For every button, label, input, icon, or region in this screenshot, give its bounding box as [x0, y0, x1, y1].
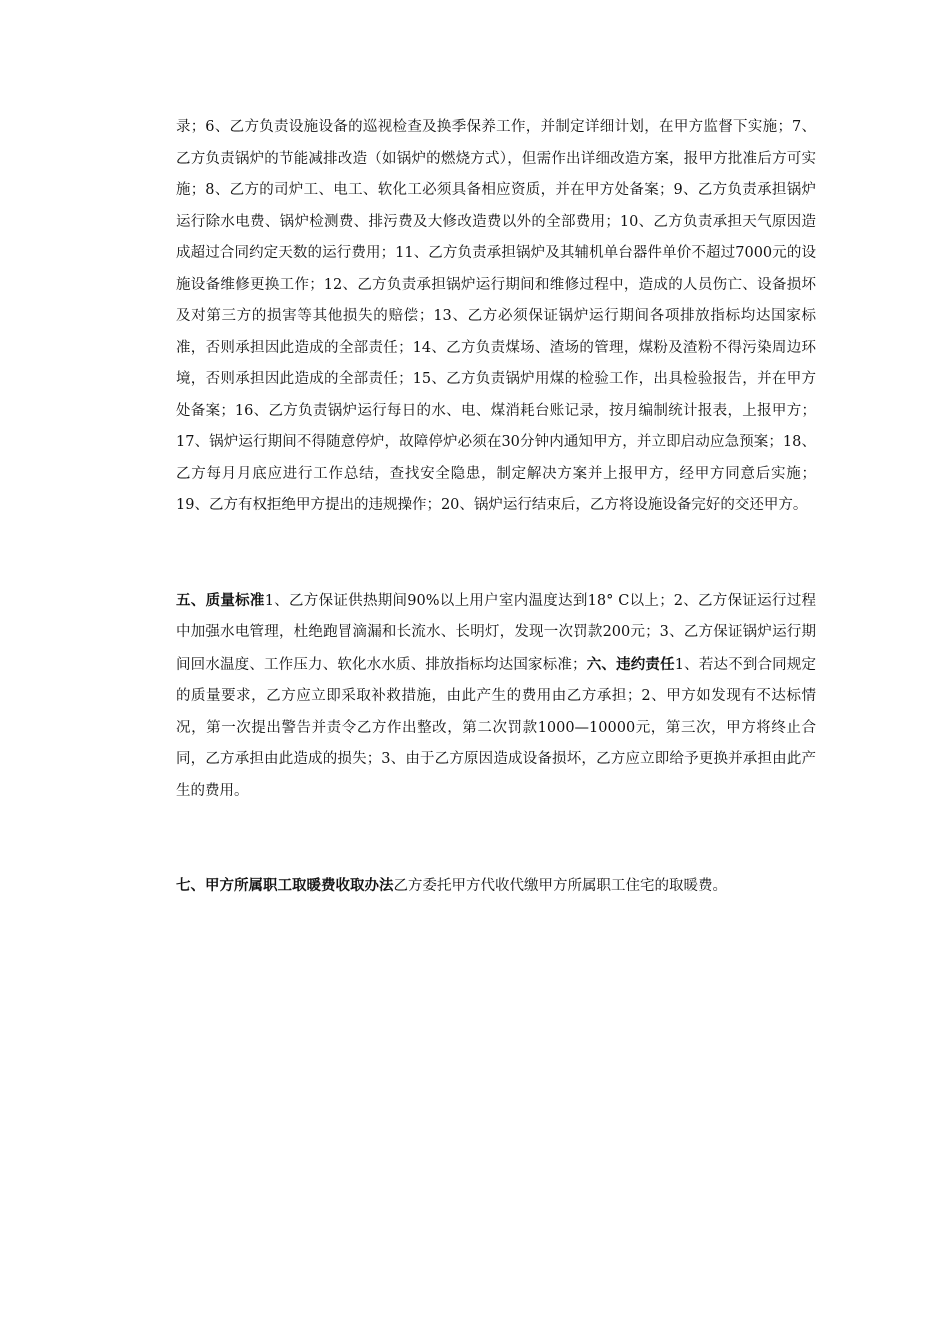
section-5-6-paragraph: [176, 585, 816, 808]
section-7-body: 乙方委托甲方代收代缴甲方所属职工住宅的取暖费。: [393, 878, 727, 894]
paragraph-spacer: [176, 522, 816, 585]
obligations-text: 录；6、乙方负责设施设备的巡视检查及换季保养工作，并制定详细计划，在甲方监督下实施；7、乙方负责锅炉的节能减排改造（如锅炉的燃烧方式），但需作出详细改造方案，报甲方批准后方可实施；8、乙方的司炉工、电工、软化工必须具备相应资质，并在甲方处备案；9、乙方负责承担锅炉运行除水电费、锅炉检测费、排污费及大修改造费以外的全部费用；10、乙方负责承担天气原因造成超过合同约定天数的运行费用；11、乙方负责承担锅炉及其辅机单台器件单价不超过7000元的设施设备维修更换工作；12、乙方负责承担锅炉运行期间和维修过程中，造成的人员伤亡、设备损坏及对第三方的损害等其他损失的赔偿；13、乙方必须保证锅炉运行期间各项排放指标均达国家标准，否则承担因此造成的全部责任；14、乙方负责煤场、渣场的管理，煤粉及渣粉不得污染周边环境，否则承担因此造成的全部责任；15、乙方负责锅炉用煤的检验工作，出具检验报告，并在甲方处备案；16、乙方负责锅炉运行每日的水、电、煤消耗台账记录，按月编制统计报表，上报甲方；17、锅炉运行期间不得随意停炉，故障停炉必须在30分钟内通知甲方，并立即启动应急预案；18、乙方每月月底应进行工作总结，查找安全隐患，制定解决方案并上报甲方，经甲方同意后实施；19、乙方有权拒绝甲方提出的违规操作；20、锅炉运行结束后，乙方将设施设备完好的交还甲方。: [176, 119, 816, 513]
section-6-heading: 六、违约责任: [586, 655, 675, 673]
section-7-heading: 七、甲方所属职工取暖费收取办法: [176, 877, 394, 894]
section-5-heading: 五、质量标准: [176, 591, 265, 609]
section-5-body: 1、乙方保证供热期间90%以上用户室内温度达到18° C以上；2、乙方保证运行过程中加强水电管理，杜绝跑冒滴漏和长流水、长明灯，发现一次罚款200元；3、乙方保证锅炉运行期间回水温度、工作压力、软化水水质、排放指标均达国家标准；: [176, 592, 816, 673]
paragraph-spacer: [176, 807, 816, 870]
obligations-paragraph: [176, 112, 816, 522]
document-page: [176, 112, 816, 903]
section-6-body: 1、若达不到合同规定的质量要求，乙方应立即采取补救措施，由此产生的费用由乙方承担；2、甲方如发现有不达标情况，第一次提出警告并责令乙方作出整改，第二次罚款1000—10000元，第三次，甲方将终止合同，乙方承担由此造成的损失；3、由于乙方原因造成设备损坏，乙方应立即给予更换并承担由此产生的费用。: [176, 656, 816, 799]
section-7-paragraph: [176, 870, 816, 903]
